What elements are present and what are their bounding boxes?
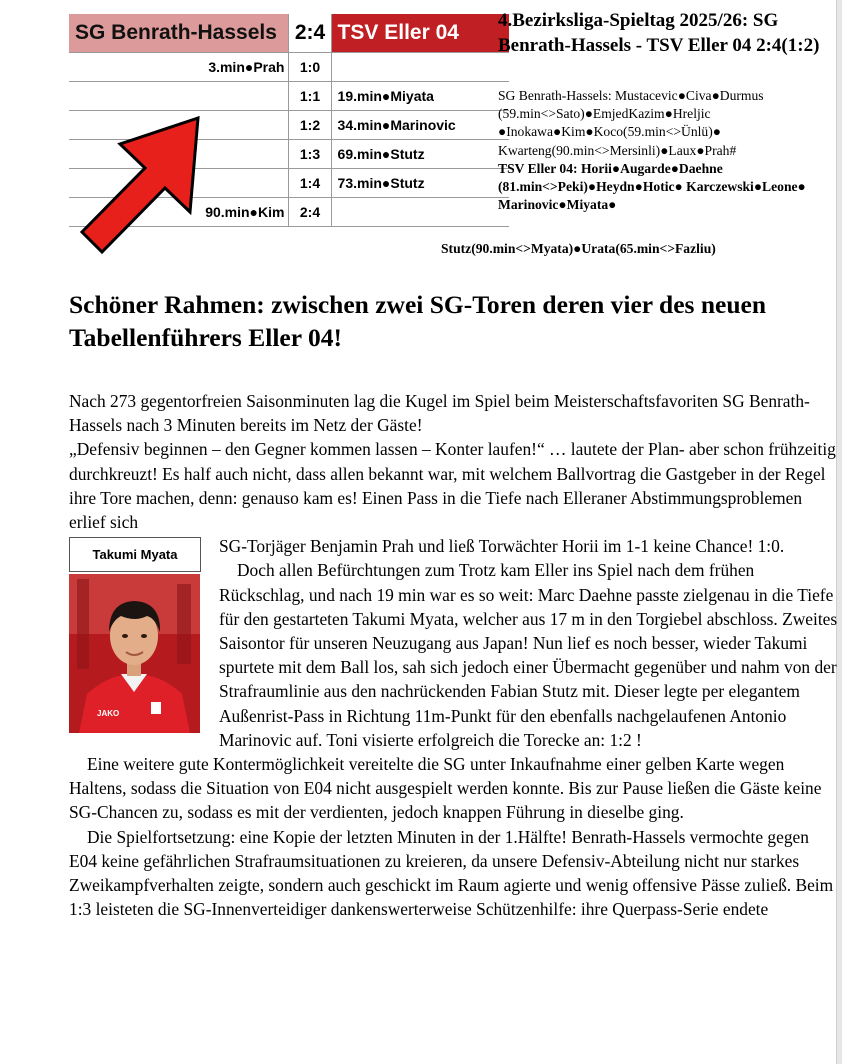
lineup-sg: SG Benrath-Hassels: Mustacevic●Civa●Durmus (59.min<>Sato)●EmjedKazim●Hreljic ●Inokawa●Kim●Koco(59.min<>Ünlü)● Kwarteng(90.min<>Mersinli)●Laux●Prah# [498,88,764,158]
home-goal: 3.min●Prah [69,53,289,82]
paragraph: Die Spielfortsetzung: eine Kopie der letzten Minuten in der 1.Hälfte! Benrath-Hassels vermochte gegen E04 keine gefährlichen Strafraumsituationen zu kreieren, da unsere Defensiv-Abteilung nicht nur starkes Zweikampfverhalten zeigte, sondern auch geschickt im Raum agierte und wenig offensive Pässe zuließ. Beim 1:3 leisteten die SG-Innenverteidiger dankenswerterweise Schützenhilfe: ihre Querpass-Serie endete [69,826,834,920]
home-goal: 90.min●Kim [69,198,289,227]
article-body [69,389,839,921]
photo-caption: Takumi Myata [69,537,201,572]
lineups [498,87,818,214]
shirt-brand-text: JAKO [97,709,120,719]
lineup-tsv: TSV Eller 04: Horii●Augarde●Daehne (81.min<>Peki)●Heydn●Hotic● Karczewski●Leone● Marinovic●Miyata● [498,160,806,213]
away-team-name: TSV Eller 04 [331,14,509,53]
home-goal [69,82,289,111]
goal-row [69,53,509,82]
away-goal: 73.min●Stutz [331,169,509,198]
away-goal [331,198,509,227]
goal-score: 1:2 [289,111,331,140]
paragraph: Eine weitere gute Kontermöglichkeit vereitelte die SG unter Inkaufnahme einer gelben Karte wegen Haltens, sodass die Situation von E04 nicht ausgespielt werden konnte. Bis zur Pause ließen die Gäste keine SG-Chancen zu, sodass es mit der verdienten, jedoch knappen Führung in dieselbe ging. [69,754,822,823]
paragraph: SG-Torjäger Benjamin Prah und ließ Torwächter Horii im 1-1 keine Chance! 1:0. [219,536,785,557]
paragraph: „Defensiv beginnen – den Gegner kommen lassen – Konter laufen!“ … lautete der Plan- aber schon frühzeitig durchkreuzt! Es half auch nicht, dass allen bekannt war, mit welchem Ballvortrag die Gastgeber in der Regel ihre Tore machen, denn: genauso kam es! Einen Pass in die Tiefe nach Elleraner Abstimmungsproblemen erlief sich [69,439,836,533]
home-team-name: SG Benrath-Hassels [69,14,289,53]
away-goal: 69.min●Stutz [331,140,509,169]
score-table-header [69,14,509,53]
red-arrow-icon [80,110,210,260]
goal-score: 1:3 [289,140,331,169]
goal-score: 1:4 [289,169,331,198]
final-score: 2:4 [289,14,331,53]
away-goal: 34.min●Marinovic [331,111,509,140]
lineup-tsv-last: Stutz(90.min<>Myata)●Urata(65.min<>Fazliu) [441,241,716,256]
player-photo [69,574,200,733]
away-goal: 19.min●Miyata [331,82,509,111]
away-goal [331,53,509,82]
article-title: 4.Bezirksliga-Spieltag 2025/26: SG Benrath-Hassels - TSV Eller 04 2:4(1:2) [498,10,820,56]
goal-score: 2:4 [289,198,331,227]
paragraph: Nach 273 gegentorfreien Saisonminuten lag die Kugel im Spiel beim Meisterschaftsfavoriten SG Benrath-Hassels nach 3 Minuten bereits im Netz der Gäste! [69,391,810,436]
goal-score: 1:1 [289,82,331,111]
player-photo-block [69,537,215,733]
goal-row [69,82,509,111]
paragraph: Doch allen Befürchtungen zum Trotz kam Eller ins Spiel nach dem frühen Rückschlag, und nach 19 min war es so weit: Marc Daehne passte zielgenau in die Tiefe für den gestarteten Takumi Myata, welcher aus 17 m in den Torgiebel abschloss. Zweites Saisontor für unseren Neuzugang aus Japan! Nun lief es noch besser, wieder Takumi spurtete mit dem Ball los, sah sich jedoch einer Übermacht gegenüber und nahm von der Strafraumlinie aus den nachrückenden Fabian Stutz mit. Dieser legte per elegantem Außenrist-Pass in Richtung 11m-Punkt für den ebenfalls nachgelaufenen Antonio Marinovic auf. Toni visierte erfolgreich die Torecke an: 1:2 ! [219,560,838,750]
goal-score: 1:0 [289,53,331,82]
headline: Schöner Rahmen: zwischen zwei SG-Toren deren vier des neuen Tabellenführers Eller 04! [69,290,767,352]
